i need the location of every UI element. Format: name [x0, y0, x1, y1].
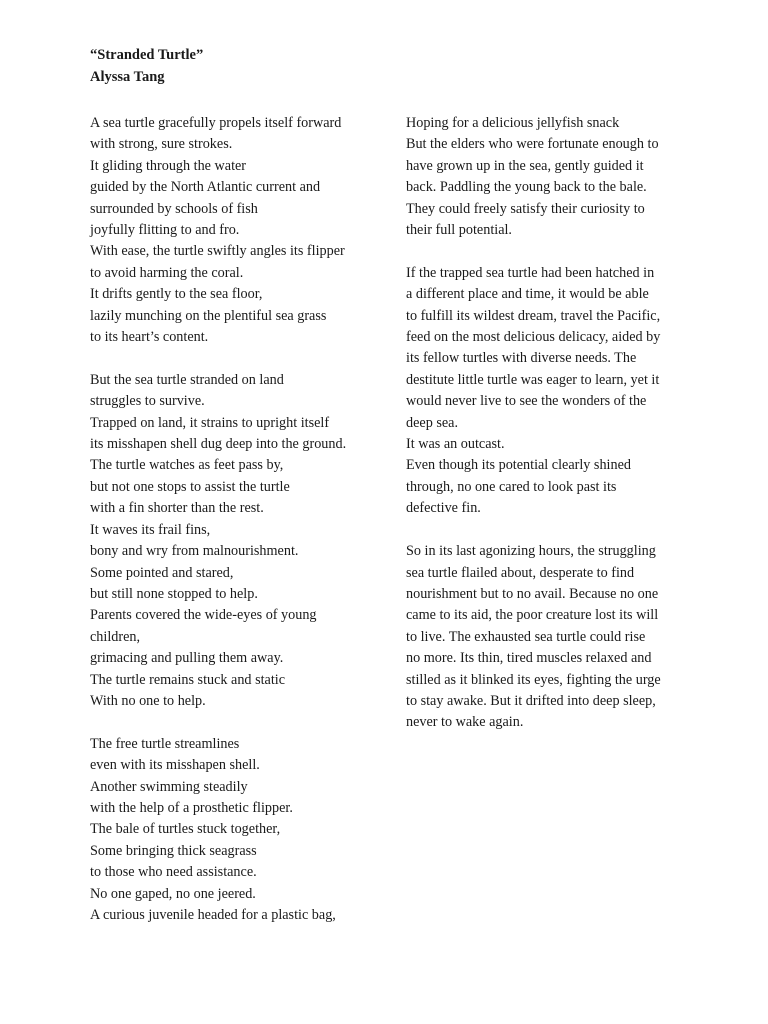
poem-line: With ease, the turtle swiftly angles its flipper: [90, 243, 345, 260]
poem-line: Hoping for a delicious jellyfish snack: [406, 115, 620, 131]
poem-line: to stay awake. But it drifted into deep sleep,: [406, 692, 656, 709]
poem-line: But the sea turtle stranded on land: [90, 371, 284, 388]
poem-line: lazily munching on the plentiful sea grass: [90, 307, 327, 324]
poem-line: It waves its frail fins,: [90, 521, 211, 538]
poem-line: grimacing and pulling them away.: [90, 650, 284, 667]
poem-line: surrounded by schools of fish: [90, 200, 258, 217]
poem-line: have grown up in the sea, gently guided it: [406, 157, 644, 174]
poem-line: stilled as it blinked its eyes, fighting the urge: [406, 671, 661, 688]
poem-line: its fellow turtles with diverse needs. The: [406, 350, 637, 367]
poem-line: with the help of a prosthetic flipper.: [90, 799, 293, 816]
poem-line: The turtle watches as feet pass by,: [90, 457, 284, 474]
poem-line: No one gaped, no one jeered.: [90, 885, 256, 902]
poem-line: back. Paddling the young back to the bale.: [406, 179, 647, 196]
poem-line: Some pointed and stared,: [90, 564, 234, 581]
poem-line: guided by the North Atlantic current and: [90, 179, 321, 196]
poem-line: to its heart’s content.: [90, 329, 209, 346]
poem-line: sea turtle flailed about, desperate to find: [406, 564, 635, 581]
poem-line: children,: [90, 628, 141, 645]
poem-line: The turtle remains stuck and static: [90, 671, 286, 688]
poem-line: no more. Its thin, tired muscles relaxed and: [406, 650, 652, 667]
poem-line: It was an outcast.: [406, 436, 505, 453]
poem-line: their full potential.: [406, 222, 512, 239]
poem-line: destitute little turtle was eager to learn, yet it: [406, 371, 660, 388]
poem-line: The bale of turtles stuck together,: [90, 821, 281, 838]
poem-line: would never live to see the wonders of the: [406, 393, 647, 410]
poem-line: to avoid harming the coral.: [90, 264, 244, 281]
stanza: [406, 263, 706, 520]
poem-line: If the trapped sea turtle had been hatched in: [406, 264, 655, 281]
poem-line: to live. The exhausted sea turtle could rise: [406, 628, 646, 645]
poem-line: They could freely satisfy their curiosity to: [406, 200, 645, 217]
poem-line: With no one to help.: [90, 692, 206, 709]
poem-line: A curious juvenile headed for a plastic bag,: [90, 907, 336, 923]
stanza: [90, 734, 380, 927]
poem-line: with strong, sure strokes.: [90, 136, 233, 153]
poem-line: but still none stopped to help.: [90, 585, 258, 602]
stanza: [406, 541, 706, 734]
poem-line: but not one stops to assist the turtle: [90, 478, 290, 495]
poem-line: Even though its potential clearly shined: [406, 457, 631, 474]
poem-line: came to its aid, the poor creature lost its will: [406, 607, 659, 624]
poem-line: through, no one cared to look past its: [406, 478, 617, 495]
poem-line: It drifts gently to the sea floor,: [90, 286, 263, 303]
poem-line: joyfully flitting to and fro.: [90, 222, 240, 239]
poem-line: nourishment but to no avail. Because no one: [406, 585, 659, 602]
poem-line: So in its last agonizing hours, the struggling: [406, 543, 656, 560]
poem-line: feed on the most delicious delicacy, aided by: [406, 329, 661, 346]
poem-line: defective fin.: [406, 500, 481, 517]
stanza: [406, 113, 706, 241]
poem-line: its misshapen shell dug deep into the ground.: [90, 436, 347, 453]
poem-header: [90, 45, 203, 88]
poem-line: A sea turtle gracefully propels itself forward: [90, 115, 342, 131]
poem-line: It gliding through the water: [90, 157, 247, 174]
left-column: [90, 113, 380, 948]
poem-author: Alyssa Tang: [90, 68, 165, 85]
poem-line: But the elders who were fortunate enough to: [406, 136, 659, 153]
poem-line: to those who need assistance.: [90, 864, 257, 881]
poem-line: with a fin shorter than the rest.: [90, 500, 264, 517]
poem-line: deep sea.: [406, 414, 458, 431]
poem-line: even with its misshapen shell.: [90, 757, 260, 774]
poem-title: “Stranded Turtle”: [90, 47, 204, 63]
poem-line: The free turtle streamlines: [90, 735, 240, 752]
poem-line: bony and wry from malnourishment.: [90, 543, 299, 560]
poem-line: never to wake again.: [406, 714, 524, 731]
poem-line: struggles to survive.: [90, 393, 205, 410]
poem-line: Trapped on land, it strains to upright itself: [90, 414, 330, 431]
poem-line: Parents covered the wide-eyes of young: [90, 607, 317, 624]
poem-line: a different place and time, it would be able: [406, 286, 649, 303]
stanza: [90, 113, 380, 348]
poem-line: to fulfill its wildest dream, travel the Pacific,: [406, 307, 661, 324]
stanza: [90, 370, 380, 713]
right-column: [406, 113, 706, 755]
poem-line: Another swimming steadily: [90, 778, 248, 795]
poem-line: Some bringing thick seagrass: [90, 842, 257, 859]
